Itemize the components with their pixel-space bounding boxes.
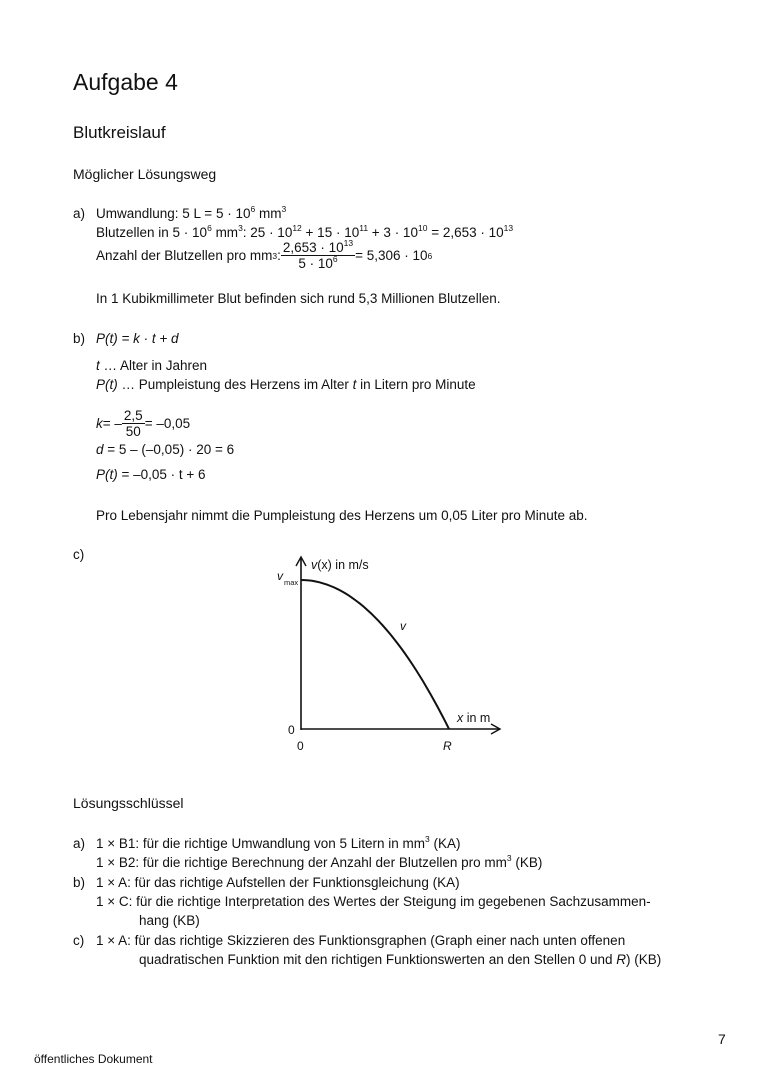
vmax-label: v	[277, 569, 283, 583]
slope-calculation: k = – $\frac{2,5}{50}$ = –0,05	[96, 408, 191, 439]
vmax-subscript: max	[284, 578, 299, 587]
r-label: R	[443, 739, 452, 753]
key-b2-line2: hang (KB)	[139, 913, 200, 928]
part-a-label: a)	[73, 206, 86, 221]
part-c-label: c)	[73, 547, 85, 562]
velocity-graph	[260, 550, 510, 760]
key-b2-line1: 1 × C: für die richtige Interpretation des Wertes der Steigung im gegebenen Sachzusammen-	[96, 894, 651, 909]
blood-cells-sum-line: Blutzellen in $5 \cdot 10^6$ $mm^3$: $25 \cdot 10^{12} + 15 \cdot 10^{11} + 3 \cdot 10^{10} = 2,653 \cdot 10^{13}$	[96, 223, 514, 240]
origin-y-label: 0	[288, 723, 295, 737]
fraction: $\frac{2,653 \cdot 10^{13}}{5 \cdot 10^6}$	[282, 238, 354, 271]
part-a-conclusion: In 1 Kubikmillimeter Blut befinden sich rund 5,3 Millionen Blutzellen.	[96, 291, 501, 306]
section-title: Blutkreislauf	[73, 123, 166, 142]
intercept-calculation: d = 5 – (–0,05) · 20 = 6	[96, 442, 235, 457]
key-c1-line2: quadratischen Funktion mit den richtigen Funktionswerten an den Stellen 0 und R) (KB)	[139, 952, 662, 967]
key-c-label: c)	[73, 933, 85, 948]
key-c1-line1: 1 × A: für das richtige Skizzieren des Funktionsgraphen (Graph einer nach unten offenen	[96, 933, 626, 948]
solution-heading: Möglicher Lösungsweg	[73, 166, 217, 182]
definition-t: t … Alter in Jahren	[96, 358, 208, 373]
key-a-label: a)	[73, 836, 86, 851]
key-a1: 1 × B1: für die richtige Umwandlung von 5 Litern in $mm^3$ (KA)	[96, 834, 461, 851]
x-axis-label: x in m	[457, 711, 491, 725]
key-heading: Lösungsschlüssel	[73, 795, 184, 811]
y-axis-label: v(x) in m/s	[311, 558, 369, 572]
footer-label: öffentliches Dokument	[34, 1052, 153, 1066]
page-title: Aufgabe 4	[73, 69, 178, 95]
function-equation: P(t) = k · t + d	[96, 331, 179, 346]
fraction: $\frac{2,5}{50}$	[123, 408, 143, 439]
page-number: 7	[718, 1031, 726, 1047]
definition-p: P(t) … Pumpleistung des Herzens im Alter t in Litern pro Minute	[96, 377, 476, 392]
conversion-line: Umwandlung: 5 $L = 5 \cdot 10^6$ $mm^3$	[96, 204, 287, 221]
part-b-label: b)	[73, 331, 86, 346]
origin-x-label: 0	[297, 739, 304, 753]
curve-label: v	[400, 619, 406, 633]
key-b-label: b)	[73, 875, 86, 890]
key-a2: 1 × B2: für die richtige Berechnung der Anzahl der Blutzellen pro $mm^3$ (KB)	[96, 853, 543, 870]
key-b1: 1 × A: für das richtige Aufstellen der Funktionsgleichung (KA)	[96, 875, 460, 890]
parabola-curve	[301, 580, 449, 729]
cells-per-mm3-line: Anzahl der Blutzellen pro mm 3 : $\frac{2,653 \cdot 10^{13}}{5 \cdot 10^6}$ = 5,306 · 10 6	[96, 238, 433, 271]
final-function: P(t) = –0,05 · t + 6	[96, 467, 206, 482]
part-b-conclusion: Pro Lebensjahr nimmt die Pumpleistung des Herzens um 0,05 Liter pro Minute ab.	[96, 508, 588, 523]
